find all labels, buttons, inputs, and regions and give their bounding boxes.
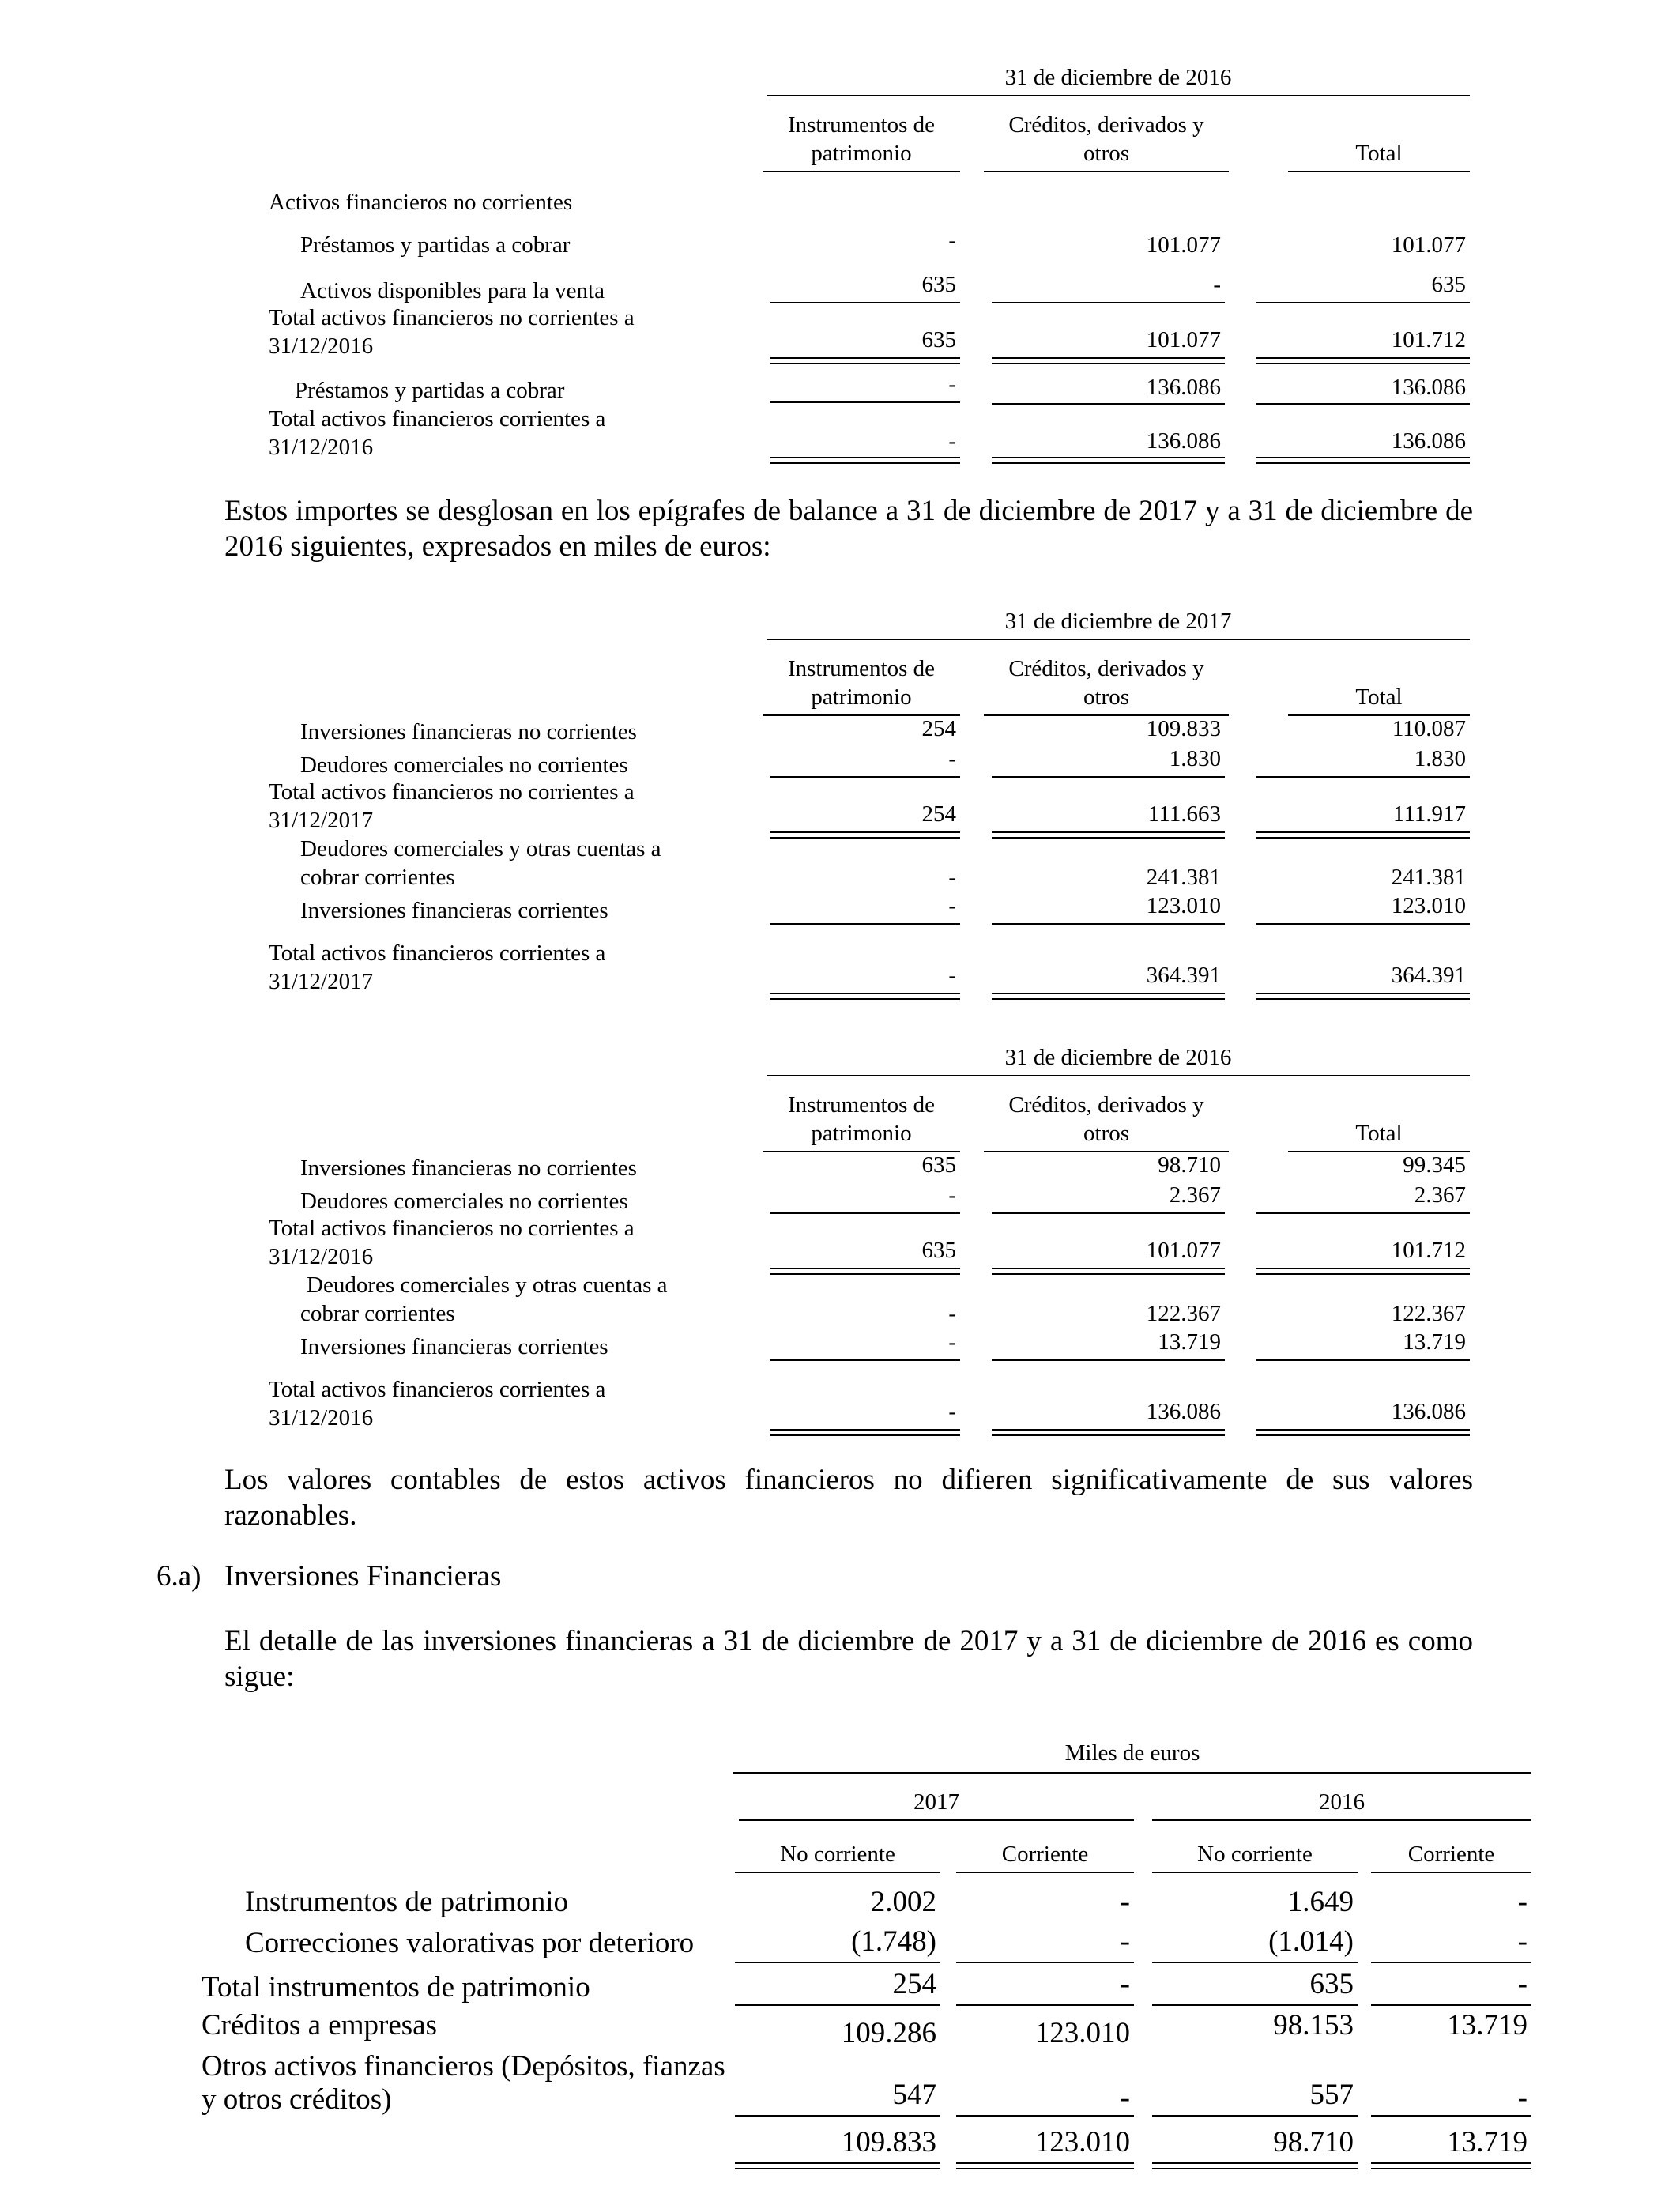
table-d-col-c-2016: Corriente bbox=[1407, 1842, 1495, 1867]
table-b-cell: 364.391 bbox=[1146, 963, 1221, 988]
table-a-cell: 635 bbox=[921, 272, 956, 297]
table-d-total-cell: 109.833 bbox=[841, 2126, 936, 2158]
table-a-col-equity-2: patrimonio bbox=[811, 141, 912, 166]
table-c-cell: 2.367 bbox=[1169, 1182, 1221, 1208]
table-a-col-equity-1: Instrumentos de bbox=[787, 112, 936, 138]
table-d-cell: 109.286 bbox=[841, 2017, 936, 2049]
table-c-cell: 635 bbox=[921, 1238, 956, 1263]
table-d-cell: (1.014) bbox=[1268, 1925, 1354, 1958]
table-a-cell: 635 bbox=[1431, 272, 1466, 297]
table-b-period: 31 de diciembre de 2017 bbox=[1004, 609, 1232, 634]
table-d-row-label: Total instrumentos de patrimonio bbox=[202, 1971, 590, 2004]
table-d-cell: - bbox=[1517, 1968, 1527, 2000]
table-c-cell: 136.086 bbox=[1391, 1399, 1466, 1424]
table-b-row-label: Deudores comerciales y otras cuentas a bbox=[300, 836, 661, 861]
table-c-cell: 13.719 bbox=[1403, 1329, 1466, 1355]
table-c-cell: 13.719 bbox=[1158, 1329, 1221, 1355]
paragraph-2: Los valores contables de estos activos financieros no difieren significativamente de sus valores razonables. bbox=[224, 1464, 1473, 1532]
table-d-cell: - bbox=[1120, 2082, 1130, 2114]
table-a-col-credits-1: Créditos, derivados y bbox=[1008, 112, 1204, 138]
table-b-cell: 241.381 bbox=[1146, 865, 1221, 890]
table-c-row-label: Inversiones financieras no corrientes bbox=[300, 1155, 637, 1181]
table-c-cell: - bbox=[948, 1301, 956, 1326]
table-c-cell: 122.367 bbox=[1146, 1301, 1221, 1326]
table-d-cell: - bbox=[1517, 1886, 1527, 1918]
table-b-row-label: Total activos financieros no corrientes a bbox=[269, 779, 635, 805]
table-b-cell: - bbox=[948, 746, 956, 771]
table-a-cell: 136.086 bbox=[1391, 428, 1466, 454]
table-c-row-label: 31/12/2016 bbox=[269, 1244, 374, 1269]
table-c-cell: - bbox=[948, 1182, 956, 1208]
table-c-cell: 99.345 bbox=[1403, 1152, 1466, 1178]
table-a-row-label: Activos disponibles para la venta bbox=[300, 278, 605, 303]
table-c-col-credits-1: Créditos, derivados y bbox=[1008, 1092, 1204, 1118]
table-c-cell: 98.710 bbox=[1158, 1152, 1221, 1178]
table-b-col-equity-1: Instrumentos de bbox=[787, 656, 936, 681]
table-a-cell: 136.086 bbox=[1146, 428, 1221, 454]
table-a-cell: - bbox=[1213, 272, 1221, 297]
table-b-col-credits-1: Créditos, derivados y bbox=[1008, 656, 1204, 681]
table-d-row-label: y otros créditos) bbox=[202, 2083, 392, 2116]
table-b-cell: 1.830 bbox=[1169, 746, 1221, 771]
table-d-cell: (1.748) bbox=[851, 1925, 936, 1958]
table-d-col-nc-2016: No corriente bbox=[1197, 1842, 1313, 1867]
table-b-cell: 254 bbox=[921, 801, 956, 827]
table-d-cell: - bbox=[1517, 2082, 1527, 2114]
table-c-cell: 101.077 bbox=[1146, 1238, 1221, 1263]
table-a-cell: 635 bbox=[921, 327, 956, 352]
table-c-period: 31 de diciembre de 2016 bbox=[1004, 1045, 1232, 1070]
table-b-cell: 109.833 bbox=[1146, 716, 1221, 741]
table-a-section-label: Activos financieros no corrientes bbox=[269, 190, 573, 215]
table-d-cell: 1.649 bbox=[1287, 1886, 1354, 1918]
table-d-cell: 547 bbox=[892, 2079, 936, 2111]
table-d-row-label: Otros activos financieros (Depósitos, fianzas bbox=[202, 2050, 725, 2083]
table-b-cell: - bbox=[948, 963, 956, 988]
table-b-col-equity-2: patrimonio bbox=[811, 684, 912, 710]
table-a-cell: 101.077 bbox=[1391, 232, 1466, 258]
table-d-total-cell: 123.010 bbox=[1034, 2126, 1130, 2158]
table-d-year-2017: 2017 bbox=[913, 1789, 959, 1815]
paragraph-3: El detalle de las inversiones financieras a 31 de diciembre de 2017 y a 31 de diciembre de 2016 es como sigue: bbox=[224, 1625, 1473, 1693]
table-b-cell: 364.391 bbox=[1391, 963, 1466, 988]
table-d-cell: 254 bbox=[892, 1968, 936, 2000]
table-b-row-label: Inversiones financieras no corrientes bbox=[300, 719, 637, 745]
table-b-cell: 111.917 bbox=[1392, 801, 1466, 827]
table-d-cell: - bbox=[1120, 1886, 1130, 1918]
section-number: 6.a) bbox=[156, 1560, 202, 1593]
table-d-cell: 123.010 bbox=[1034, 2017, 1130, 2049]
table-a-cell: 101.077 bbox=[1146, 232, 1221, 258]
table-c-cell: 122.367 bbox=[1391, 1301, 1466, 1326]
table-a-col-credits-2: otros bbox=[1083, 141, 1129, 166]
table-c-row-label: Total activos financieros corrientes a bbox=[269, 1377, 606, 1402]
table-c-row-label: cobrar corrientes bbox=[300, 1301, 455, 1326]
table-c-col-total: Total bbox=[1355, 1121, 1403, 1146]
table-d-cell: 13.719 bbox=[1447, 2009, 1527, 2041]
table-c-col-credits-2: otros bbox=[1083, 1121, 1129, 1146]
table-b-cell: - bbox=[948, 893, 956, 918]
table-a-cell: 101.077 bbox=[1146, 327, 1221, 352]
table-a-cell: 101.712 bbox=[1391, 327, 1466, 352]
table-b-row-label: 31/12/2017 bbox=[269, 808, 374, 833]
table-d-year-2016: 2016 bbox=[1319, 1789, 1365, 1815]
table-b-row-label: cobrar corrientes bbox=[300, 865, 455, 890]
table-b-col-total: Total bbox=[1355, 684, 1403, 710]
table-a-row-label: Préstamos y partidas a cobrar bbox=[300, 232, 571, 258]
table-d-cell: 2.002 bbox=[870, 1886, 936, 1918]
table-d-cell: 635 bbox=[1309, 1968, 1354, 2000]
table-a-row-label: Total activos financieros corrientes a bbox=[269, 406, 606, 432]
table-d-cell: - bbox=[1517, 1925, 1527, 1958]
table-b-cell: 241.381 bbox=[1391, 865, 1466, 890]
table-b-row-label: Inversiones financieras corrientes bbox=[300, 898, 608, 923]
table-c-cell: 2.367 bbox=[1414, 1182, 1466, 1208]
table-d-cell: 98.153 bbox=[1273, 2009, 1354, 2041]
table-a-cell: 136.086 bbox=[1146, 375, 1221, 400]
table-c-cell: 101.712 bbox=[1391, 1238, 1466, 1263]
section-title: Inversiones Financieras bbox=[224, 1560, 502, 1593]
table-c-cell: - bbox=[948, 1329, 956, 1355]
table-b-cell: 123.010 bbox=[1391, 893, 1466, 918]
table-c-row-label: Inversiones financieras corrientes bbox=[300, 1334, 608, 1359]
table-c-row-label: Deudores comerciales no corrientes bbox=[300, 1189, 628, 1214]
table-b-row-label: 31/12/2017 bbox=[269, 969, 374, 994]
table-b-cell: 123.010 bbox=[1146, 893, 1221, 918]
table-d-unit: Miles de euros bbox=[1064, 1740, 1200, 1766]
table-b-row-label: Total activos financieros corrientes a bbox=[269, 941, 606, 966]
table-c-cell: 635 bbox=[921, 1152, 956, 1178]
table-d-cell: - bbox=[1120, 1925, 1130, 1958]
table-a-cell: 136.086 bbox=[1391, 375, 1466, 400]
table-b-cell: 254 bbox=[921, 716, 956, 741]
table-c-cell: - bbox=[948, 1399, 956, 1424]
table-a-row-label: Total activos financieros no corrientes a bbox=[269, 305, 635, 330]
paragraph-1: Estos importes se desglosan en los epígrafes de balance a 31 de diciembre de 2017 y a 31 de diciembre de 2016 siguientes, expresados en miles de euros: bbox=[224, 495, 1473, 563]
table-a-cell: - bbox=[948, 228, 956, 253]
table-b-cell: 110.087 bbox=[1392, 716, 1466, 741]
table-c-row-label: Deudores comerciales y otras cuentas a bbox=[307, 1272, 668, 1298]
table-c-cell: 136.086 bbox=[1146, 1399, 1221, 1424]
table-c-col-equity-1: Instrumentos de bbox=[787, 1092, 936, 1118]
table-c-row-label: 31/12/2016 bbox=[269, 1405, 374, 1431]
table-a-row-label: 31/12/2016 bbox=[269, 435, 374, 460]
table-d-row-label: Correcciones valorativas por deterioro bbox=[245, 1927, 695, 1959]
table-a-cell: - bbox=[948, 371, 956, 397]
table-d-row-label: Créditos a empresas bbox=[202, 2009, 437, 2041]
table-a-row-label: Préstamos y partidas a cobrar bbox=[295, 378, 565, 403]
table-d-col-nc-2017: No corriente bbox=[780, 1842, 895, 1867]
table-d-cell: - bbox=[1120, 1968, 1130, 2000]
table-d-col-c-2017: Corriente bbox=[1001, 1842, 1089, 1867]
table-d-cell: 557 bbox=[1309, 2079, 1354, 2111]
table-a-row-label: 31/12/2016 bbox=[269, 334, 374, 359]
table-b-col-credits-2: otros bbox=[1083, 684, 1129, 710]
table-a-col-total: Total bbox=[1355, 141, 1403, 166]
table-d-total-cell: 13.719 bbox=[1447, 2126, 1527, 2158]
table-b-cell: 1.830 bbox=[1414, 746, 1466, 771]
table-d-total-cell: 98.710 bbox=[1273, 2126, 1354, 2158]
table-a-period: 31 de diciembre de 2016 bbox=[1004, 65, 1232, 90]
table-b-cell: - bbox=[948, 865, 956, 890]
table-b-row-label: Deudores comerciales no corrientes bbox=[300, 752, 628, 778]
table-d-row-label: Instrumentos de patrimonio bbox=[245, 1886, 568, 1918]
table-a-cell: - bbox=[948, 428, 956, 454]
table-c-col-equity-2: patrimonio bbox=[811, 1121, 912, 1146]
table-b-cell: 111.663 bbox=[1147, 801, 1221, 827]
table-c-row-label: Total activos financieros no corrientes a bbox=[269, 1216, 635, 1241]
